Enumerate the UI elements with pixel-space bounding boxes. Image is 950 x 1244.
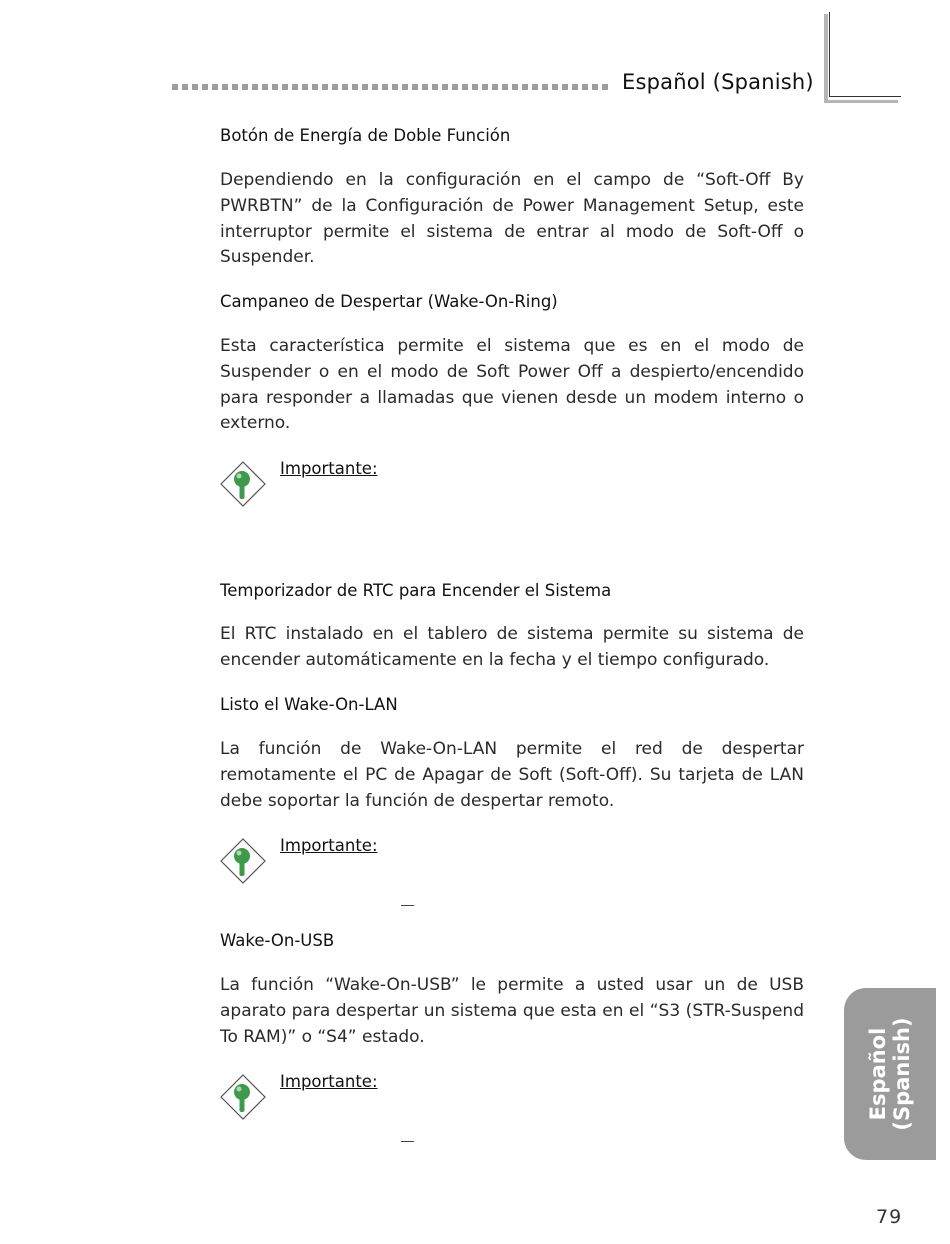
section-heading: Campaneo de Despertar (Wake-On-Ring): [220, 292, 558, 311]
leader-dot: [512, 84, 518, 90]
leader-dot: [392, 84, 398, 90]
page-number: 79: [876, 1206, 903, 1228]
leader-dot: [412, 84, 418, 90]
leader-dot: [532, 84, 538, 90]
leader-dot: [542, 84, 548, 90]
section-heading: Wake-On-USB: [220, 931, 335, 950]
leader-dot: [212, 84, 218, 90]
section-paragraph: El RTC instalado en el tablero de sistema permite su sistema de encender automáticamente en la fecha y el tiempo configurado.: [220, 624, 804, 670]
header-dot-leader: [172, 84, 608, 90]
leader-dot: [552, 84, 558, 90]
leader-dot: [202, 84, 208, 90]
leader-dot: [342, 84, 348, 90]
leader-dot: [232, 84, 238, 90]
leader-dot: [242, 84, 248, 90]
leader-dot: [192, 84, 198, 90]
leader-dot: [252, 84, 258, 90]
leader-dot: [442, 84, 448, 90]
leader-dot: [222, 84, 228, 90]
leader-dot: [402, 84, 408, 90]
important-label: Importante:: [280, 836, 378, 855]
language-side-tab: [844, 988, 936, 1160]
leader-dot: [352, 84, 358, 90]
leader-dot: [482, 84, 488, 90]
leader-dot: [332, 84, 338, 90]
leader-dot: [382, 84, 388, 90]
leader-dot: [372, 84, 378, 90]
section-paragraph: La función de Wake-On-LAN permite el red de despertar remotamente el PC de Apagar de Soft (Soft-Off). Su tarjeta de LAN debe soportar la función de despertar remoto.: [220, 739, 804, 811]
section-heading: Temporizador de RTC para Encender el Sistema: [220, 581, 612, 600]
leader-dot: [422, 84, 428, 90]
side-tab-line2: (Spanish): [890, 1017, 914, 1131]
corner-bar-shadow: [824, 14, 828, 100]
dash-mark: [401, 905, 414, 906]
leader-dot: [322, 84, 328, 90]
leader-dot: [562, 84, 568, 90]
leader-dot: [172, 84, 178, 90]
side-tab-line1: Español: [866, 1027, 890, 1121]
important-label: Importante:: [280, 459, 378, 478]
important-note-icon: [219, 1073, 267, 1121]
leader-dot: [472, 84, 478, 90]
section-heading: Listo el Wake-On-LAN: [220, 695, 398, 714]
section-paragraph: Dependiendo en la configuración en el campo de “Soft-Off By PWRBTN” de la Configuración de Power Management Setup, este interruptor permite el sistema de entrar al modo de Soft-Off o Suspender.: [220, 170, 804, 268]
important-label: Importante:: [280, 1072, 378, 1091]
section-heading: Botón de Energía de Doble Función: [220, 126, 511, 145]
corner-line-horizontal: [829, 96, 901, 97]
leader-dot: [362, 84, 368, 90]
side-tab-label: [866, 1017, 914, 1130]
leader-dot: [282, 84, 288, 90]
leader-dot: [272, 84, 278, 90]
dash-mark: [401, 1141, 414, 1142]
leader-dot: [572, 84, 578, 90]
page-header-title: Español (Spanish): [622, 70, 814, 94]
section-paragraph: La función “Wake-On-USB” le permite a usted usar un de USB aparato para despertar un sistema que esta en el “S3 (STR-Suspend To RAM)” o “S4” estado.: [220, 975, 804, 1047]
important-note-icon: [219, 460, 267, 508]
leader-dot: [502, 84, 508, 90]
leader-dot: [182, 84, 188, 90]
leader-dot: [462, 84, 468, 90]
leader-dot: [602, 84, 608, 90]
leader-dot: [522, 84, 528, 90]
leader-dot: [582, 84, 588, 90]
leader-dot: [592, 84, 598, 90]
corner-line-vertical: [829, 12, 830, 96]
leader-dot: [452, 84, 458, 90]
leader-dot: [302, 84, 308, 90]
leader-dot: [312, 84, 318, 90]
leader-dot: [492, 84, 498, 90]
leader-dot: [262, 84, 268, 90]
leader-dot: [292, 84, 298, 90]
corner-bar-shadow-horizontal: [824, 100, 898, 103]
section-paragraph: Esta característica permite el sistema que es en el modo de Suspender o en el modo de Soft Power Off a despierto/encendido para responder a llamadas que vienen desde un modem interno o externo.: [220, 336, 804, 434]
leader-dot: [432, 84, 438, 90]
important-note-icon: [219, 837, 267, 885]
